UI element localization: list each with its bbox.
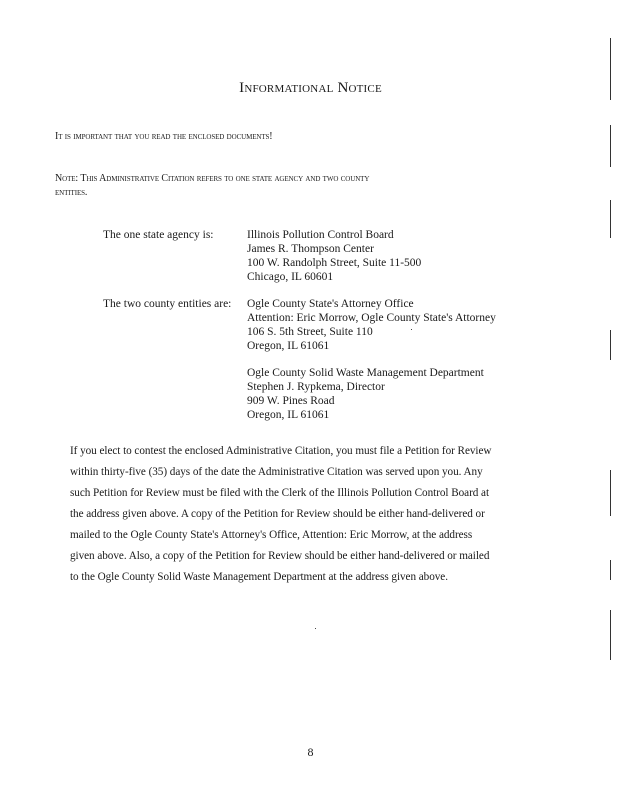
scan-edge-mark: [610, 610, 611, 660]
paragraph-line: within thirty-five (35) days of the date the Administrative Citation was served upon you. Any: [70, 466, 483, 478]
state-agency-address-line: Chicago, IL 60601: [247, 271, 334, 283]
scan-edge-mark: [610, 330, 611, 360]
paragraph-line: such Petition for Review must be filed with the Clerk of the Illinois Pollution Control Board at: [70, 487, 490, 499]
paragraph-line: mailed to the Ogle County State's Attorney's Office, Attention: Eric Morrow, at the address: [70, 529, 473, 541]
county-entities-label: The two county entities are:: [103, 298, 232, 310]
page-title: Informational Notice: [239, 80, 382, 96]
important-notice-line: It is important that you read the enclosed documents!: [55, 131, 273, 142]
scan-speck: [315, 628, 316, 629]
county-entity-one-line: 106 S. 5th Street, Suite 110: [247, 326, 373, 338]
paragraph-line: to the Ogle County Solid Waste Management Department at the address given above.: [70, 571, 448, 583]
county-entity-two-line: Ogle County Solid Waste Management Department: [247, 367, 484, 379]
paragraph-line: the address given above. A copy of the Petition for Review should be either hand-delivered or: [70, 508, 485, 520]
paragraph-line: If you elect to contest the enclosed Administrative Citation, you must file a Petition for Review: [70, 445, 492, 457]
scan-edge-mark: [610, 560, 611, 580]
scan-edge-mark: [610, 38, 611, 100]
note-line-1: Note: This Administrative Citation refers to one state agency and two county: [55, 173, 370, 184]
page-number: 8: [307, 745, 314, 759]
county-entity-two-line: Oregon, IL 61061: [247, 409, 330, 421]
paragraph-line: given above. Also, a copy of the Petition for Review should be either hand-delivered or mailed: [70, 550, 490, 562]
scan-edge-mark: [610, 200, 611, 238]
county-entity-one-line: Oregon, IL 61061: [247, 340, 330, 352]
county-entity-one-line: Attention: Eric Morrow, Ogle County State's Attorney: [247, 312, 496, 324]
county-entity-one-line: Ogle County State's Attorney Office: [247, 298, 414, 310]
note-line-2: entities.: [55, 187, 88, 198]
county-entity-two-line: Stephen J. Rypkema, Director: [247, 381, 385, 393]
county-entity-two-line: 909 W. Pines Road: [247, 395, 335, 407]
state-agency-address-line: 100 W. Randolph Street, Suite 11-500: [247, 257, 422, 269]
scan-speck: [411, 329, 412, 330]
state-agency-address-line: James R. Thompson Center: [247, 243, 374, 255]
scan-edge-mark: [610, 125, 611, 167]
state-agency-label: The one state agency is:: [103, 229, 214, 241]
state-agency-address-line: Illinois Pollution Control Board: [247, 229, 394, 241]
scan-edge-mark: [610, 470, 611, 516]
